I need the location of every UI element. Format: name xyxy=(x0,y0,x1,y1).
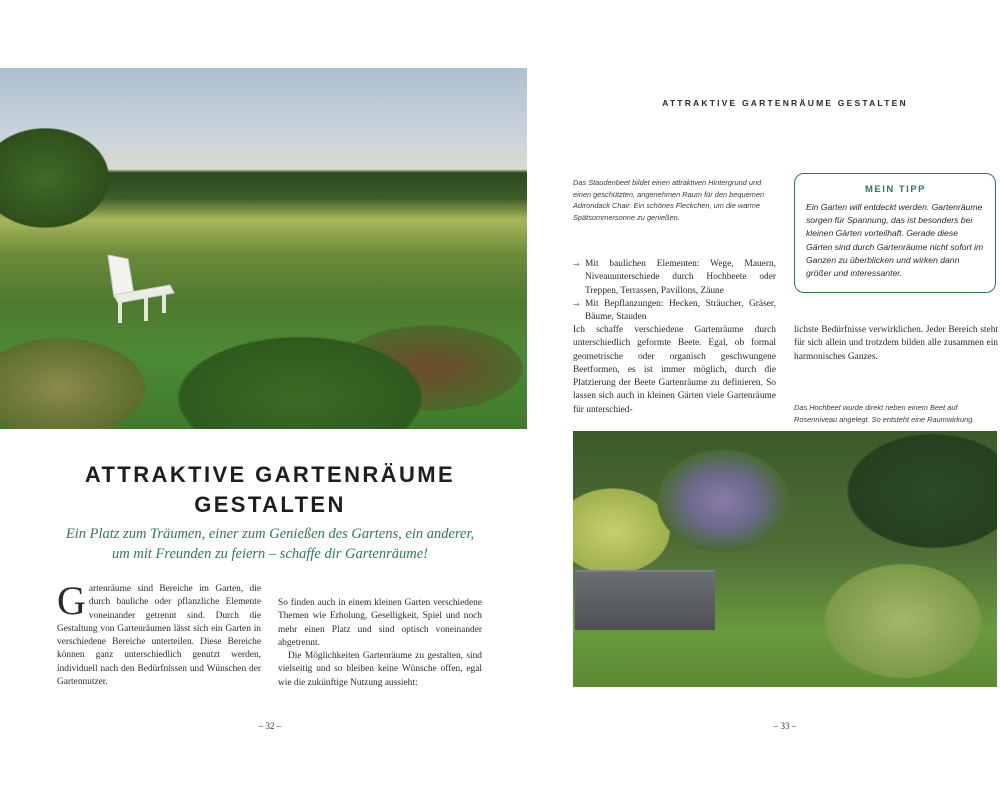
tip-text: Ein Garten will entdeckt werden. Gartenräume sorgen für Spannung, das ist besonders bei kleinen Gärten vorteilhaft. Gerade diese Gärten sind durch Gartenräume nicht sofort im Ganzen zu überblicken und wirken dann größer und interessanter. xyxy=(806,202,984,279)
left-column-2 xyxy=(278,597,482,690)
left-column-2-para-2: Die Möglichkeiten Gartenräume zu gestalten, sind vielseitig und so bleiben keine Wünsche offen, egal wie die zukünftige Nutzung aussieht: xyxy=(278,651,482,688)
subheadline: Ein Platz zum Träumen, einer zum Genießen des Gartens, ein anderer, um mit Freunden zu feiern – schaffe dir Gartenräume! xyxy=(65,526,475,562)
right-column-2-text: lichste Bedürfnisse verwirklichen. Jeder Bereich steht für sich allein und trotzdem bilden alle zusammen ein harmonisches Ganzes. xyxy=(794,325,998,362)
page-title: ATTRAKTIVE GARTENRÄUME GESTALTEN xyxy=(84,462,456,517)
photo-caption-top: Das Staudenbeet bildet einen attraktiven Hintergrund und einen geschützten, angenehmen Raum für den bequemen Adirondack Chair. Ein schönes Fleckchen, um die warme Spätsommersonne zu genießen. xyxy=(573,178,765,222)
list-item: → Mit baulichen Elementen: Wege, Mauern, Niveauunterschiede durch Hochbeete oder Treppen, Terrassen, Pavillons, Zäune xyxy=(573,259,776,296)
right-column-1-text: Ich schaffe verschiedene Gartenräume durch unterschiedlich geformte Beete. Egal, ob formal geometrische oder organisch geschwungene Beetformen, es ist immer möglich, durch die Platzierung der Beete Gartenräume zu definieren. So lassen sich auch in kleinen Gärten viele Gartenräume für unterschied- xyxy=(573,325,776,415)
bullet-list xyxy=(573,258,776,324)
arrow-icon: → xyxy=(573,260,580,269)
left-column-1-text: artenräume sind Bereiche im Garten, die durch bauliche oder pflanzliche Elemente voneinander getrennt sind. Durch die Gestaltung von Gartenräumen lässt sich ein Garten in verschiedene Bereiche unterteilen. Diese Bereiche können ganz unterschiedlich genutzt werden, individuell nach den Bedürfnissen und Wünschen der Gartennutzer. xyxy=(57,584,261,688)
page-number-left: – 32 – xyxy=(258,721,282,731)
left-column-2-para-1: So finden auch in einem kleinen Garten verschiedene Themen wie Erholung, Geselligkeit, Spiel und noch mehr einen Platz und sind optisch voneinander abgetrennt. xyxy=(278,598,482,648)
arrow-icon: → xyxy=(573,299,580,309)
page-number-right: – 33 – xyxy=(773,721,797,731)
garden-photo-raised-bed xyxy=(573,431,997,687)
tip-title: MEIN TIPP xyxy=(864,184,926,195)
list-item: → Mit Bepflanzungen: Hecken, Sträucher, Gräser, Bäume, Stauden xyxy=(573,298,776,323)
raised-bed-planter xyxy=(575,570,715,630)
left-column-1 xyxy=(57,578,261,689)
photo-caption-bottom: Das Hochbeet wurde direkt neben einem Beet auf Rosenniveau angelegt. So entsteht eine Raumwirkung. xyxy=(794,403,975,424)
tip-box xyxy=(794,173,996,293)
garden-photo-adirondack-chair xyxy=(0,68,527,429)
adirondack-chair-illustration xyxy=(104,255,176,325)
running-head: ATTRAKTIVE GARTENRÄUME GESTALTEN xyxy=(662,98,908,108)
drop-cap: G xyxy=(57,578,86,623)
